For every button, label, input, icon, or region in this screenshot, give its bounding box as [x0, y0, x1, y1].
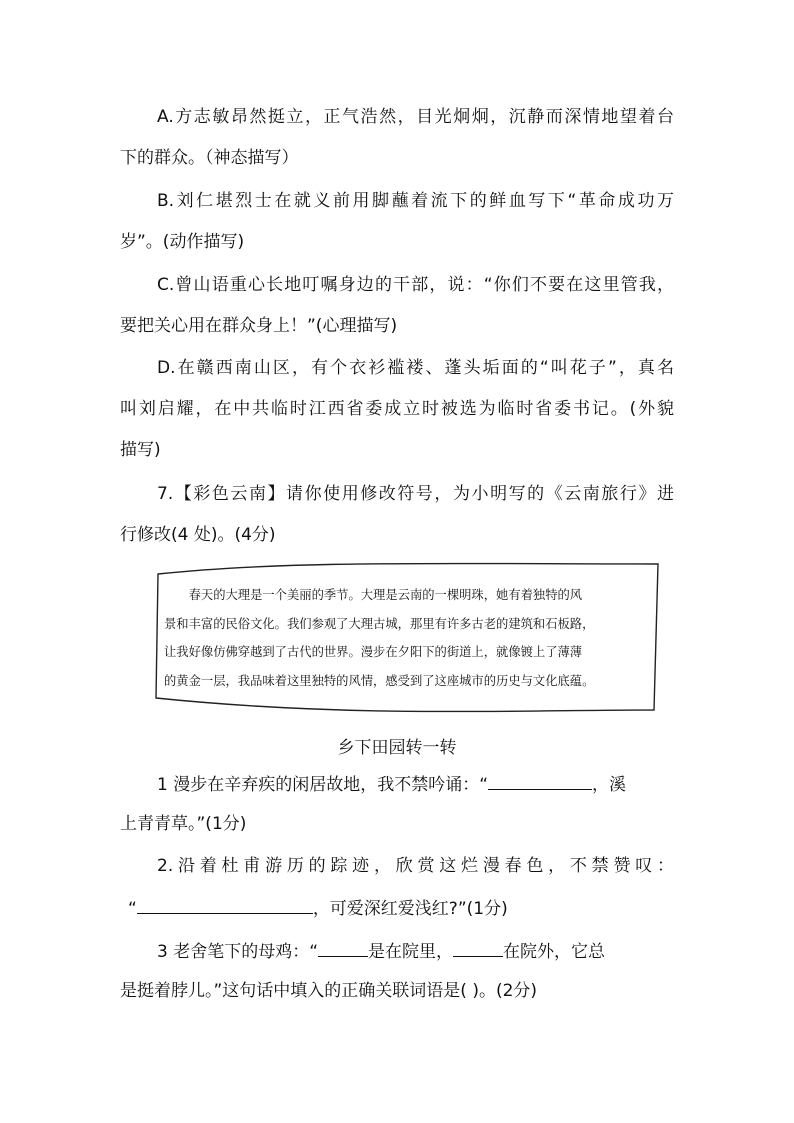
question-3-middle: 是在院里，	[368, 942, 454, 962]
answer-blank[interactable]	[318, 939, 368, 957]
open-quote: “	[128, 899, 137, 919]
answer-blank[interactable]	[453, 939, 503, 957]
passage-text	[164, 581, 646, 695]
option-d-line1: D.在赣西南山区，有个衣衫褴褛、蓬头垢面的“叫花子”，真名	[157, 358, 674, 378]
question-7-line2: 行修改(4 处)。(4分)	[120, 525, 276, 545]
option-d-line3: 描写)	[120, 440, 161, 460]
passage-line: 春天的大理是一个美丽的季节。大理是云南的一棵明珠，她有着独特的风	[188, 588, 583, 602]
option-b-line1: B.刘仁堪烈士在就义前用脚蘸着流下的鲜血写下“革命成功万	[157, 191, 674, 211]
option-a-line1: A.方志敏昂然挺立，正气浩然，目光炯炯，沉静而深情地望着台	[157, 107, 674, 127]
answer-blank[interactable]	[488, 772, 592, 790]
question-3-prefix: 3 老舍笔下的母鸡：“	[157, 942, 319, 962]
question-2-line1: 2.沿着杜甫游历的踪迹，欣赏这烂漫春色，不禁赞叹：	[157, 856, 674, 876]
option-a-line2: 下的群众。（神态描写）	[120, 148, 299, 168]
option-b-line2: 岁”。(动作描写)	[120, 232, 245, 252]
passage-line: 让我好像仿佛穿越到了古代的世界。漫步在夕阳下的街道上，就像镀上了薄薄	[164, 645, 583, 659]
passage-line: 景和丰富的民俗文化。我们参观了大理古城，那里有许多古老的建筑和石板路，	[164, 616, 595, 631]
question-1-prefix: 1 漫步在辛弃疾的闲居故地，我不禁吟诵：“	[157, 775, 489, 795]
question-3-line1	[157, 939, 605, 963]
answer-blank[interactable]	[137, 896, 313, 914]
question-2-line2	[128, 896, 508, 920]
question-2-suffix: ，可爱深红爱浅红?”(1分)	[312, 899, 508, 919]
question-7-line1: 7.【彩色云南】请你使用修改符号，为小明写的《云南旅行》进	[157, 484, 674, 504]
question-3-suffix: 在院外，它总	[503, 942, 606, 962]
question-1-line1	[157, 772, 626, 796]
question-1-line2: 上青青草。”(1分)	[120, 814, 247, 834]
passage-line: 的黄金一层，我品味着这里独特的风情，感受到了这座城市的历史与文化底蕴。	[164, 673, 595, 688]
option-c-line2: 要把关心用在群众身上！”(心理描写)	[120, 316, 398, 336]
option-d-line2: 叫刘启耀，在中共临时江西省委成立时被选为临时省委书记。(外貌	[120, 399, 674, 419]
passage-scroll-frame	[150, 560, 662, 718]
question-3-line2: 是挺着脖儿。”这句话中填入的正确关联词语是( )。(2分)	[120, 981, 538, 1001]
question-1-suffix: ，溪	[592, 775, 627, 795]
section-title: 乡下田园转一转	[337, 738, 457, 758]
option-c-line1: C.曾山语重心长地叮嘱身边的干部，说：“你们不要在这里管我，	[157, 275, 674, 295]
